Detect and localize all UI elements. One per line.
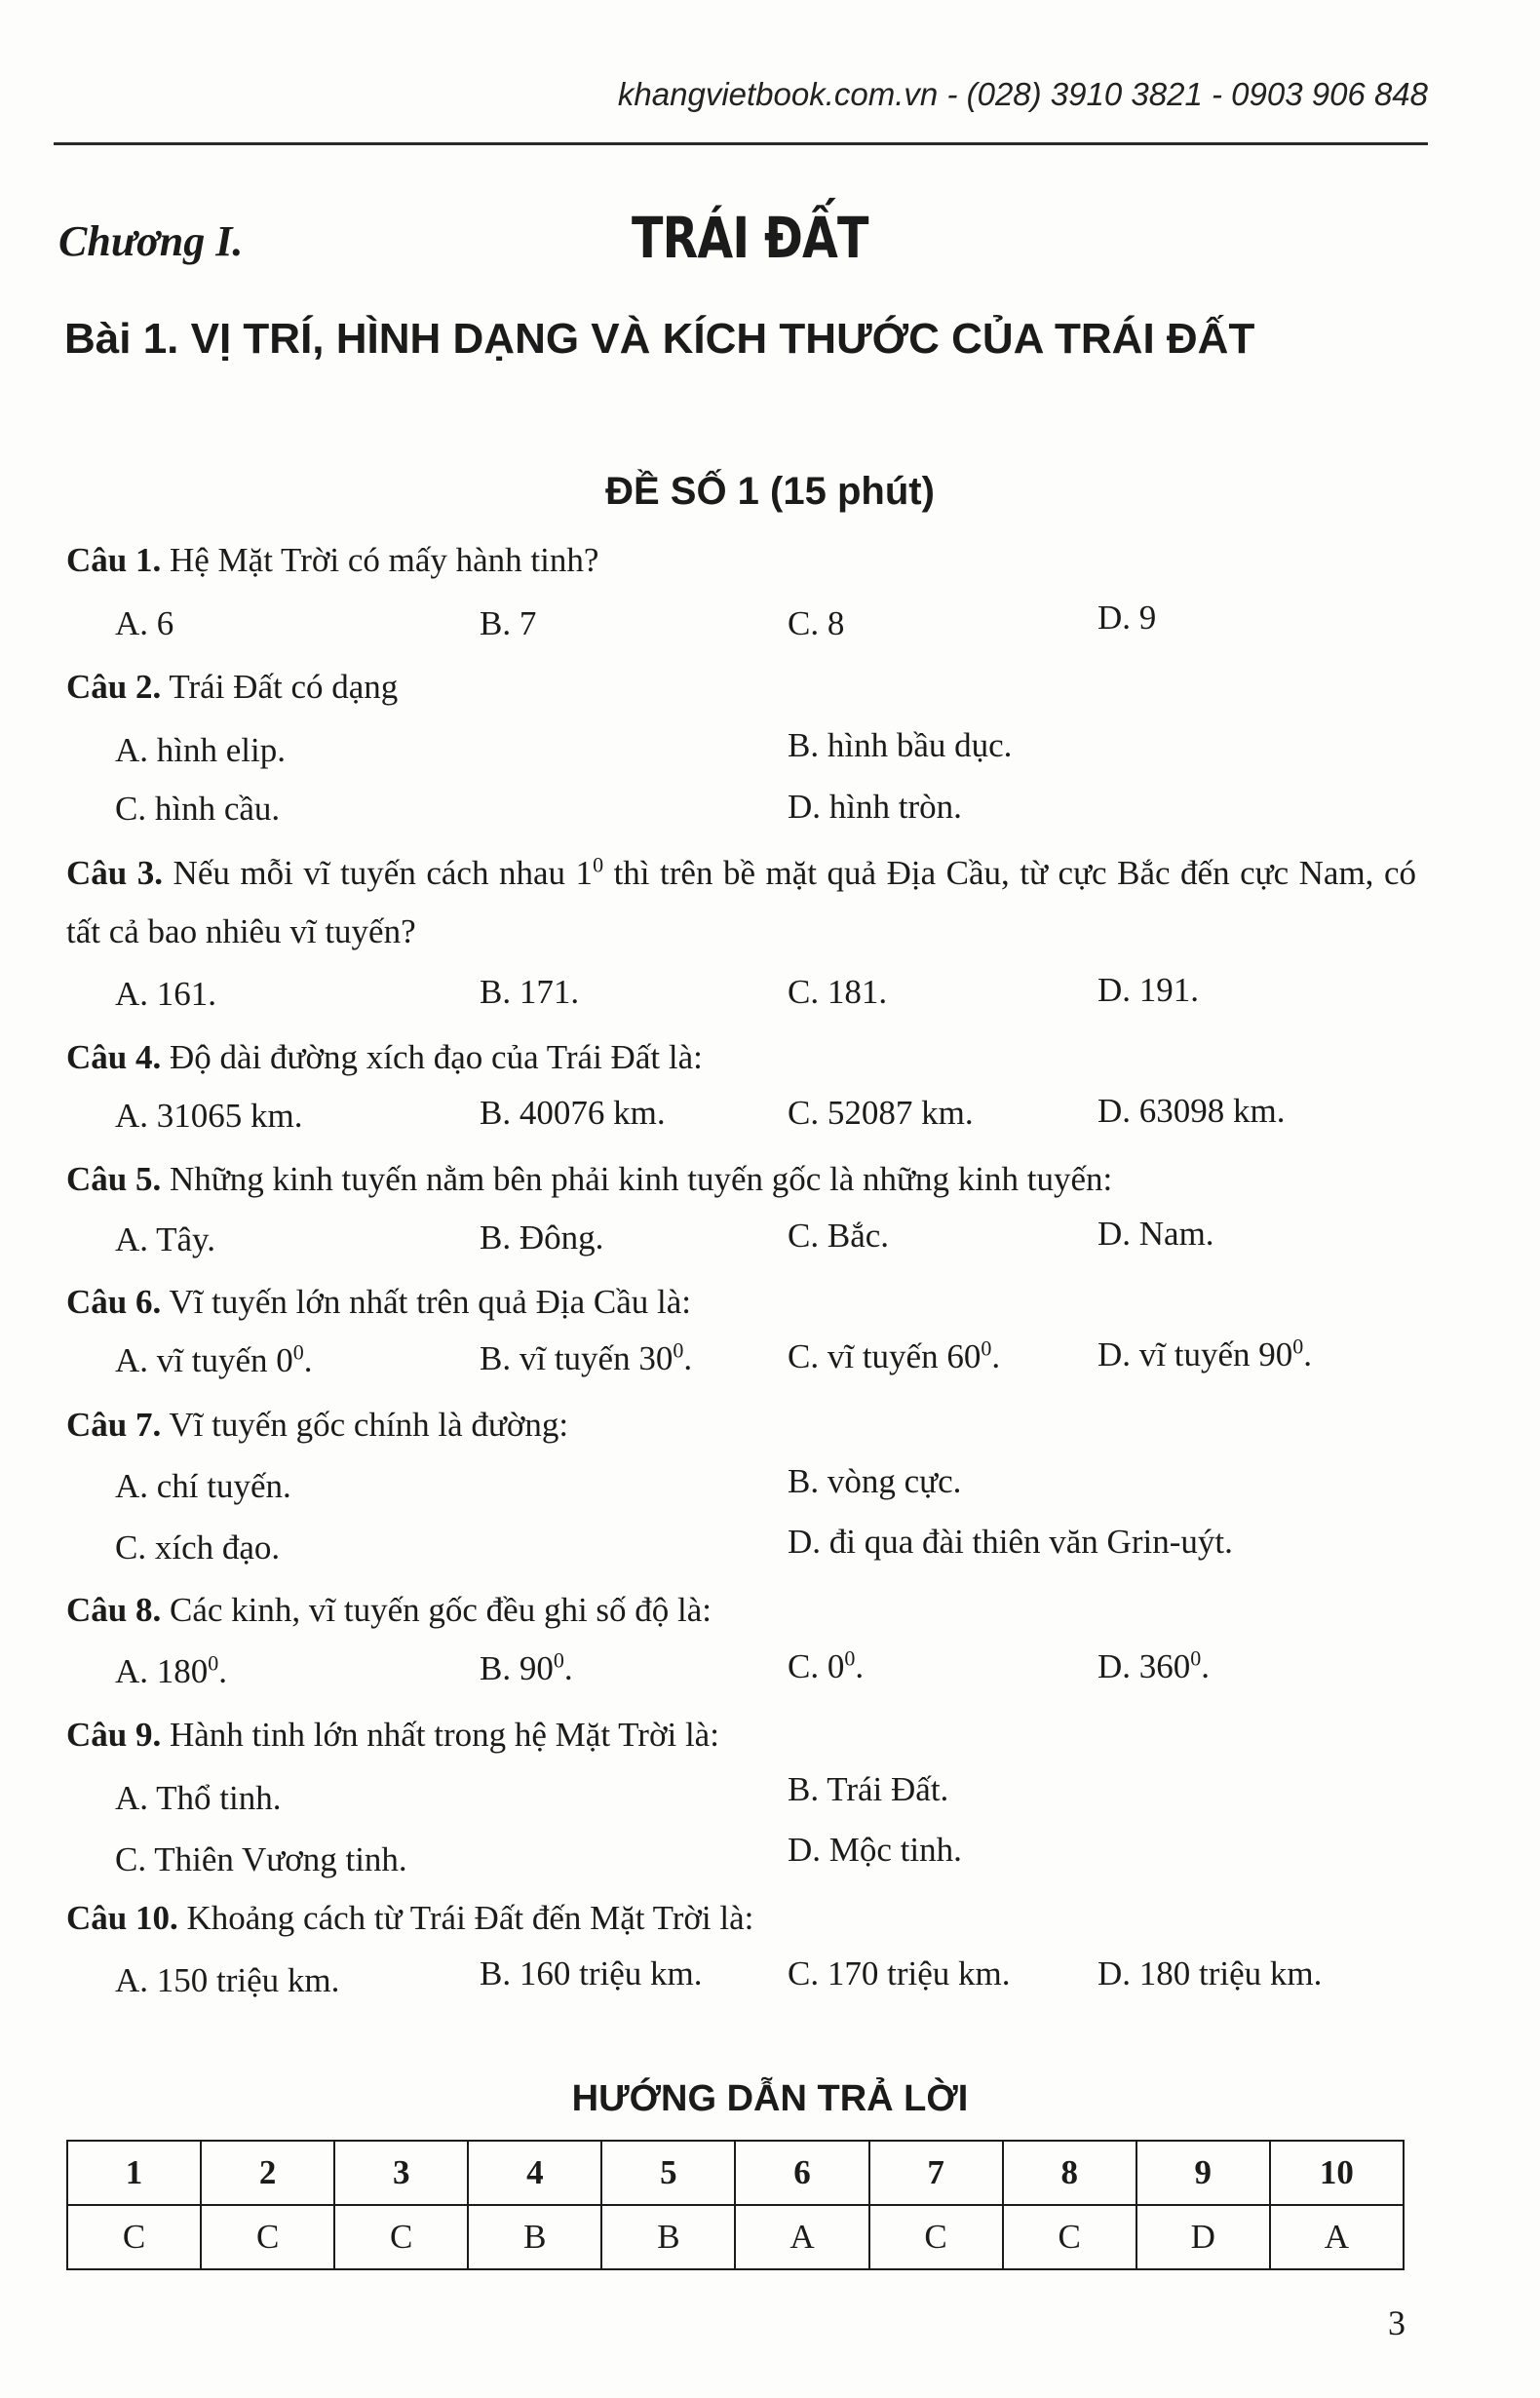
- question-9-option-a: A. Thổ tinh.: [115, 1779, 282, 1817]
- question-5-option-b: B. Đông.: [480, 1218, 604, 1257]
- answer-key-header-row: [67, 2141, 1404, 2205]
- exam-title: ĐỀ SỐ 1 (15 phút): [605, 470, 935, 513]
- question-2-option-b: B. hình bầu dục.: [788, 726, 1013, 764]
- question-4-option-a: A. 31065 km.: [115, 1097, 303, 1135]
- question-8-option-b: B. $90^0$.: [480, 1647, 573, 1687]
- answer-key-title: HƯỚNG DẪN TRẢ LỜI: [571, 2078, 969, 2119]
- answer-key-cell: B: [468, 2205, 601, 2269]
- question-1: Câu 1. Hệ Mặt Trời có mấy hành tinh?: [66, 541, 599, 579]
- question-3-option-a: A. 161.: [115, 975, 217, 1013]
- question-1-option-d: D. 9: [1097, 599, 1157, 637]
- question-9-option-d: D. Mộc tinh.: [788, 1831, 962, 1869]
- answer-key-cell: A: [735, 2205, 868, 2269]
- question-8-option-c: C. $0^0$.: [788, 1645, 865, 1685]
- question-4: Câu 4. Độ dài đường xích đạo của Trái Đất là:: [66, 1038, 703, 1076]
- answer-key-cell: C: [1003, 2205, 1136, 2269]
- question-8: Câu 8. Các kinh, vĩ tuyến gốc đều ghi số độ là:: [66, 1591, 712, 1629]
- question-6-option-a: A. vĩ tuyến $0^0$.: [115, 1339, 313, 1379]
- question-1-option-c: C. 8: [788, 604, 845, 642]
- question-2-option-d: D. hình tròn.: [788, 788, 962, 826]
- question-9-option-b: B. Trái Đất.: [788, 1770, 949, 1808]
- question-6: Câu 6. Vĩ tuyến lớn nhất trên quả Địa Cầu là:: [66, 1283, 691, 1321]
- header-divider: [54, 142, 1428, 145]
- question-4-option-c: C. 52087 km.: [788, 1094, 974, 1132]
- question-7: Câu 7. Vĩ tuyến gốc chính là đường:: [66, 1406, 569, 1444]
- question-7-option-b: B. vòng cực.: [788, 1462, 962, 1500]
- question-4-option-b: B. 40076 km.: [480, 1094, 666, 1132]
- question-6-option-c: C. vĩ tuyến $60^0$.: [788, 1335, 1001, 1375]
- answer-key-row: [67, 2205, 1404, 2269]
- page-number: 3: [1388, 2303, 1405, 2342]
- question-5-option-c: C. Bắc.: [788, 1217, 890, 1255]
- question-10-option-c: C. 170 triệu km.: [788, 1954, 1011, 1992]
- answer-key-cell: B: [601, 2205, 735, 2269]
- question-2: Câu 2. Trái Đất có dạng: [66, 668, 399, 706]
- answer-number-cell: 4: [468, 2141, 601, 2205]
- question-10-option-d: D. 180 triệu km.: [1097, 1954, 1323, 1992]
- answer-number-cell: 7: [869, 2141, 1003, 2205]
- answer-key-cell: C: [869, 2205, 1003, 2269]
- question-8-option-a: A. $180^0$.: [115, 1650, 228, 1690]
- question-9: Câu 9. Hành tinh lớn nhất trong hệ Mặt Trời là:: [66, 1716, 719, 1754]
- answer-number-cell: 10: [1270, 2141, 1404, 2205]
- question-4-option-d: D. 63098 km.: [1097, 1092, 1286, 1130]
- lesson-title: Bài 1. VỊ TRÍ, HÌNH DẠNG VÀ KÍCH THƯỚC CỦA TRÁI ĐẤT: [64, 315, 1255, 363]
- publisher-header: khangvietbook.com.vn - (028) 3910 3821 - 0903 906 848: [617, 76, 1428, 112]
- answer-key-cell: C: [334, 2205, 468, 2269]
- question-5-option-a: A. Tây.: [115, 1220, 216, 1258]
- answer-number-cell: 9: [1136, 2141, 1270, 2205]
- question-6-option-d: D. vĩ tuyến $90^0$.: [1097, 1334, 1313, 1373]
- answer-number-cell: 2: [201, 2141, 334, 2205]
- question-7-option-c: C. xích đạo.: [115, 1528, 281, 1566]
- chapter-title: TRÁI ĐẤT: [632, 205, 868, 271]
- question-3-option-d: D. 191.: [1097, 971, 1200, 1009]
- question-5: Câu 5. Những kinh tuyến nằm bên phải kinh tuyến gốc là những kinh tuyến:: [66, 1160, 1113, 1198]
- answer-key-cell: D: [1136, 2205, 1270, 2269]
- question-2-option-a: A. hình elip.: [115, 731, 286, 769]
- question-10: Câu 10. Khoảng cách từ Trái Đất đến Mặt Trời là:: [66, 1899, 754, 1937]
- chapter-label: Chương I.: [58, 217, 244, 265]
- question-8-option-d: D. $360^0$.: [1097, 1645, 1211, 1685]
- answer-key-cell: C: [201, 2205, 334, 2269]
- answer-key-table: [66, 2140, 1405, 2270]
- question-2-option-c: C. hình cầu.: [115, 790, 281, 828]
- answer-key-cell: A: [1270, 2205, 1404, 2269]
- question-10-option-a: A. 150 triệu km.: [115, 1961, 340, 1999]
- answer-key-cell: C: [67, 2205, 201, 2269]
- question-3: Câu 3. Nếu mỗi vĩ tuyến cách nhau $1^0$ thì trên bề mặt quả Địa Cầu, từ cực Bắc đến cực Nam, có tất cả bao nhiêu vĩ tuyến?: [66, 852, 1416, 950]
- answer-number-cell: 5: [601, 2141, 735, 2205]
- question-5-option-d: D. Nam.: [1097, 1215, 1214, 1253]
- question-10-option-b: B. 160 triệu km.: [480, 1954, 703, 1992]
- question-3-option-c: C. 181.: [788, 973, 888, 1011]
- question-7-option-d: D. đi qua đài thiên văn Grin-uýt.: [788, 1523, 1233, 1561]
- answer-number-cell: 6: [735, 2141, 868, 2205]
- question-1-option-b: B. 7: [480, 604, 537, 642]
- question-9-option-c: C. Thiên Vương tinh.: [115, 1840, 407, 1878]
- question-1-option-a: A. 6: [115, 604, 174, 642]
- answer-number-cell: 1: [67, 2141, 201, 2205]
- question-3-option-b: B. 171.: [480, 973, 580, 1011]
- question-7-option-a: A. chí tuyến.: [115, 1467, 291, 1505]
- question-6-option-b: B. vĩ tuyến $30^0$.: [480, 1337, 693, 1377]
- answer-number-cell: 8: [1003, 2141, 1136, 2205]
- answer-number-cell: 3: [334, 2141, 468, 2205]
